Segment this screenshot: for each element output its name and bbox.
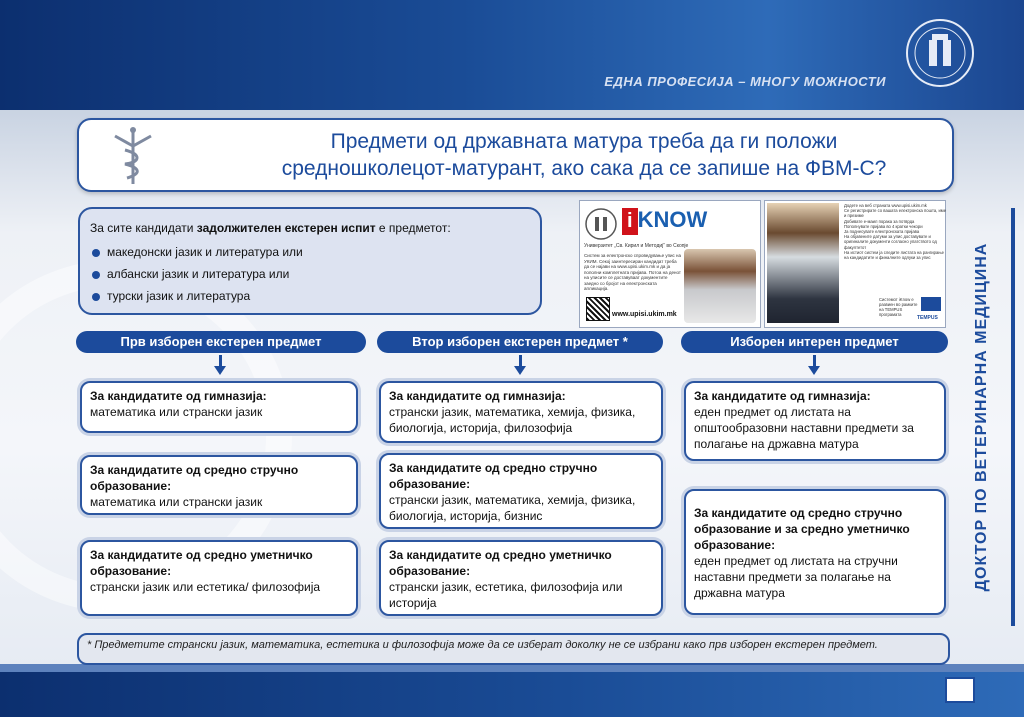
iknow-logo: i KNOW xyxy=(622,207,742,239)
intro-prefix: За сите кандидати xyxy=(90,221,197,235)
poster-text: Систем за електронско спроведување упис на УКИМ. Секој заинтересиран кандидат треба да се најави на www.upisi.ukim.mk и да ја пополни комплетната пријава. Потоа на денот на уписите се доставуваат документите заедно со бројот на електронската апликација. xyxy=(584,253,682,291)
qr-code-icon xyxy=(586,297,610,321)
card-body: еден предмет од листата на стручни наставни предмети за полагање на државна матура xyxy=(694,554,898,600)
card-body: странски јазик, математика, хемија, физика, биологија, историја, бизнис xyxy=(389,493,636,523)
card-col2-gymnasium xyxy=(379,381,663,443)
eu-flag-icon xyxy=(921,297,941,311)
column-header-2: Втор изборен екстерен предмет * xyxy=(377,331,663,353)
list-item: Се регистрирате со вашата електронска пошта, име и презиме xyxy=(844,208,947,219)
card-title: За кандидатите од гимназија: xyxy=(694,389,871,403)
card-title: За кандидатите од средно стручно образование: xyxy=(90,463,299,493)
option-label: турски јазик и литература xyxy=(107,289,251,303)
university-logo-icon xyxy=(584,207,618,241)
card-body: математика или странски јазик xyxy=(90,495,263,509)
list-item: На објавените датуми за упис доставувате и оригиналите документи согласно упатството од факултетот xyxy=(844,234,937,250)
students-poster xyxy=(764,200,946,328)
title-line-2: средношколецот-матурант, ако сака да се запише на ФВМ-С? xyxy=(281,157,887,180)
card-col2-vocational xyxy=(379,453,663,529)
card-body: странски јазик, математика, хемија, физика, биологија, историја, филозофија xyxy=(389,405,636,435)
list-item: Добивате е-маил порака за потврда xyxy=(844,218,915,224)
side-label: ДОКТОР ПО ВЕТЕРИНАРНА МЕДИЦИНА xyxy=(973,242,990,592)
card-title: За кандидатите од гимназија: xyxy=(389,389,566,403)
footer-stripe xyxy=(0,664,1024,672)
list-item: Пополнувате пријава во 4 кратки чекори xyxy=(844,223,923,229)
tagline: ЕДНА ПРОФЕСИЈА – МНОГУ МОЖНОСТИ xyxy=(604,74,886,89)
column-header-1: Прв изборен екстерен предмет xyxy=(76,331,366,353)
card-body: странски јазик, естетика, филозофија или историја xyxy=(389,580,623,610)
poster-university: Универзитет „Св. Кирил и Методиј“ во Скопје xyxy=(584,243,689,249)
list-item xyxy=(92,267,289,281)
card-title: За кандидатите од средно стручно образование и за средно уметничко образование: xyxy=(694,506,910,552)
card-body: странски јазик или естетика/ филозофија xyxy=(90,580,321,594)
list-item xyxy=(92,245,303,259)
card-col2-arts xyxy=(379,540,663,616)
bullet-icon xyxy=(92,271,100,279)
mandatory-exam-box xyxy=(78,207,542,315)
card-col1-vocational xyxy=(80,455,358,515)
card-body: математика или странски јазик xyxy=(90,405,263,419)
arrow-down-icon xyxy=(808,366,820,375)
card-title: За кандидатите од средно стручно образование: xyxy=(389,461,598,491)
card-col3-vocational-arts xyxy=(684,489,946,615)
title-line-1: Предмети од државната матура треба да ги положи xyxy=(330,130,838,153)
side-accent-line xyxy=(1011,208,1015,626)
card-col1-arts xyxy=(80,540,358,616)
university-seal-icon xyxy=(905,18,975,88)
card-title: За кандидатите од гимназија: xyxy=(90,389,267,403)
option-label: македонски јазик и литература или xyxy=(107,245,303,259)
intro-suffix: е предметот: xyxy=(375,221,451,235)
caduceus-icon xyxy=(105,124,161,188)
poster-footer: Системот iKnow е развиен во рамките на TEMPUS програмата xyxy=(879,297,918,317)
bullet-icon xyxy=(92,293,100,301)
bullet-icon xyxy=(92,249,100,257)
steps-list xyxy=(839,203,948,260)
page-title xyxy=(239,128,929,182)
list-item: На истиот систем ја следите листата на рангирање на кандидатите и финалните одлуки за упис xyxy=(844,249,945,261)
option-label: албански јазик и литература или xyxy=(107,267,290,281)
page-number-box xyxy=(945,677,975,703)
column-header-3: Изборен интерен предмет xyxy=(681,331,948,353)
iknow-poster xyxy=(579,200,761,328)
arrow-down-icon xyxy=(514,366,526,375)
footer-banner xyxy=(0,672,1024,717)
card-title: За кандидатите од средно уметничко образование: xyxy=(90,548,313,578)
header-banner xyxy=(0,0,1024,110)
card-col3-gymnasium xyxy=(684,381,946,461)
poster-url: www.upisi.ukim.mk xyxy=(612,311,677,318)
card-col1-gymnasium xyxy=(80,381,358,433)
list-item: Додете на веб страната www.upisi.ukim.mk xyxy=(844,203,927,208)
intro-bold: задолжителен екстерен испит xyxy=(196,221,376,235)
footnote: * Предметите странски јазик, математика, естетика и филозофија може да се изберат доколку не се избрани како прв изборен екстерен предмет. xyxy=(77,633,950,665)
list-item xyxy=(92,289,250,303)
mandatory-exam-text xyxy=(90,221,451,235)
student-photo xyxy=(684,249,756,323)
arrow-down-icon xyxy=(214,366,226,375)
list-item: Ја поднесувате електронската пријава xyxy=(844,229,920,235)
title-box xyxy=(77,118,954,192)
tempus-badge: TEMPUS xyxy=(917,315,938,321)
card-body: еден предмет од листата на општообразовни наставни предмети за полагање на државна матура xyxy=(694,405,914,451)
card-title: За кандидатите од средно уметничко образование: xyxy=(389,548,612,578)
students-photo xyxy=(767,203,839,323)
